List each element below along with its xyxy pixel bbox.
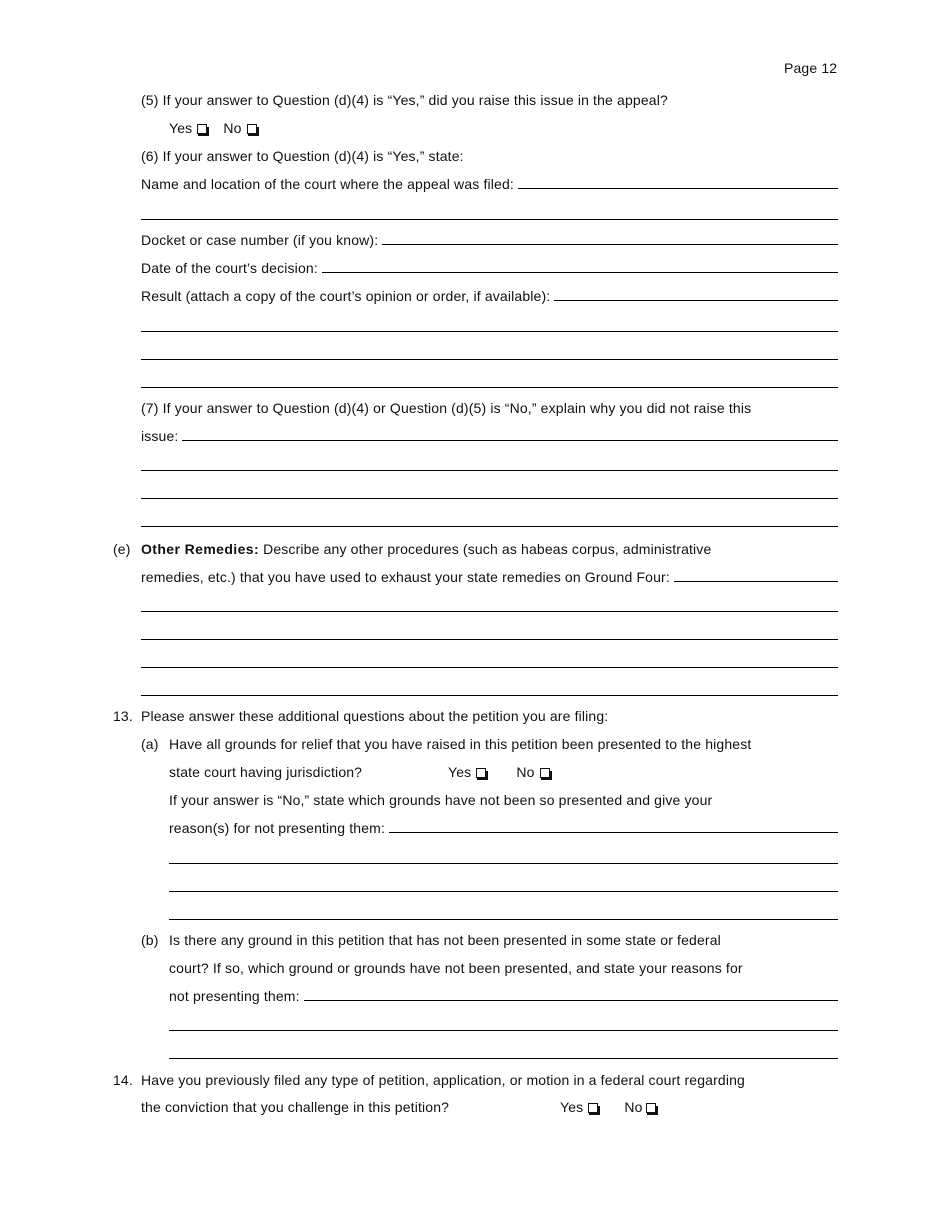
result-field[interactable] bbox=[554, 300, 838, 301]
section-e-line-1 bbox=[141, 540, 711, 558]
question-13b-marker: (b) bbox=[141, 932, 159, 948]
decision-date-row bbox=[141, 259, 838, 277]
question-14-line-1: Have you previously filed any type of petition, application, or motion in a federal court regarding bbox=[141, 1072, 745, 1088]
question-13a-reasons-label: reason(s) for not presenting them: bbox=[169, 820, 385, 836]
question-5-options bbox=[169, 119, 257, 137]
result-label: Result (attach a copy of the court’s opinion or order, if available): bbox=[141, 288, 551, 304]
question-13-text: Please answer these additional questions about the petition you are filing: bbox=[141, 708, 609, 724]
result-row bbox=[141, 287, 838, 305]
other-remedies-row bbox=[141, 568, 838, 586]
court-name-field[interactable] bbox=[518, 188, 838, 189]
court-name-row bbox=[141, 175, 838, 193]
question-13a-line-7[interactable] bbox=[169, 919, 838, 920]
court-name-line-2[interactable] bbox=[141, 219, 838, 220]
page-number: Page 12 bbox=[784, 60, 838, 76]
yes-checkbox[interactable] bbox=[588, 1103, 598, 1113]
question-13a-reasons-row bbox=[169, 819, 838, 837]
decision-date-field[interactable] bbox=[322, 272, 838, 273]
question-13a-options bbox=[448, 763, 550, 781]
docket-row bbox=[141, 231, 838, 249]
question-5-text: (5) If your answer to Question (d)(4) is “Yes,” did you raise this issue in the appeal? bbox=[141, 92, 668, 108]
question-13a-marker: (a) bbox=[141, 736, 159, 752]
question-14-line-2: the conviction that you challenge in this petition? bbox=[141, 1099, 450, 1115]
question-13-number: 13. bbox=[113, 708, 133, 724]
other-remedies-field[interactable] bbox=[674, 581, 838, 582]
question-7-issue-label: issue: bbox=[141, 428, 179, 444]
question-13b-field[interactable] bbox=[304, 1000, 838, 1001]
question-7-row bbox=[141, 427, 838, 445]
question-13a-line-6[interactable] bbox=[169, 891, 838, 892]
court-name-label: Name and location of the court where the appeal was filed: bbox=[141, 176, 514, 192]
other-remedies-text-2: remedies, etc.) that you have used to exhaust your state remedies on Ground Four: bbox=[141, 569, 670, 585]
question-7-line-4[interactable] bbox=[141, 526, 838, 527]
result-line-2[interactable] bbox=[141, 331, 838, 332]
no-checkbox[interactable] bbox=[646, 1103, 656, 1113]
question-13b-line-3-rule[interactable] bbox=[169, 1058, 838, 1059]
question-14-number: 14. bbox=[113, 1072, 133, 1088]
question-7-line-2[interactable] bbox=[141, 470, 838, 471]
question-13b-line-2-rule[interactable] bbox=[169, 1030, 838, 1031]
yes-checkbox[interactable] bbox=[197, 124, 207, 134]
docket-field[interactable] bbox=[382, 244, 838, 245]
no-label: No bbox=[223, 120, 242, 136]
other-remedies-line-2[interactable] bbox=[141, 611, 838, 612]
question-13b-line-2: court? If so, which ground or grounds have not been presented, and state your reasons for bbox=[169, 960, 743, 976]
other-remedies-line-4[interactable] bbox=[141, 667, 838, 668]
question-13a-line-3: If your answer is “No,” state which grounds have not been so presented and give your bbox=[169, 792, 713, 808]
result-line-3[interactable] bbox=[141, 359, 838, 360]
section-e-marker: (e) bbox=[113, 541, 131, 557]
no-label: No bbox=[516, 764, 535, 780]
yes-label: Yes bbox=[448, 764, 472, 780]
question-14-options bbox=[560, 1098, 656, 1116]
question-13a-line-5[interactable] bbox=[169, 863, 838, 864]
docket-label: Docket or case number (if you know): bbox=[141, 232, 379, 248]
other-remedies-text: Describe any other procedures (such as habeas corpus, administrative bbox=[259, 541, 712, 557]
result-line-4[interactable] bbox=[141, 387, 838, 388]
other-remedies-title: Other Remedies: bbox=[141, 541, 260, 557]
yes-label: Yes bbox=[169, 120, 193, 136]
no-checkbox[interactable] bbox=[540, 768, 550, 778]
yes-checkbox[interactable] bbox=[476, 768, 486, 778]
question-13b-line-1: Is there any ground in this petition that has not been presented in some state or federal bbox=[169, 932, 721, 948]
no-label: No bbox=[624, 1099, 643, 1115]
yes-label: Yes bbox=[560, 1099, 584, 1115]
question-7-text: (7) If your answer to Question (d)(4) or Question (d)(5) is “No,” explain why you did not raise this bbox=[141, 400, 752, 416]
question-13a-line-1: Have all grounds for relief that you have raised in this petition been presented to the highest bbox=[169, 736, 752, 752]
question-13a-line-2: state court having jurisdiction? bbox=[169, 764, 363, 780]
other-remedies-line-3[interactable] bbox=[141, 639, 838, 640]
question-13b-row bbox=[169, 987, 838, 1005]
question-13b-label: not presenting them: bbox=[169, 988, 300, 1004]
question-7-line-3[interactable] bbox=[141, 498, 838, 499]
question-6-text: (6) If your answer to Question (d)(4) is “Yes,” state: bbox=[141, 148, 464, 164]
no-checkbox[interactable] bbox=[247, 124, 257, 134]
other-remedies-line-5[interactable] bbox=[141, 695, 838, 696]
question-13a-reasons-field[interactable] bbox=[389, 832, 838, 833]
decision-date-label: Date of the court’s decision: bbox=[141, 260, 318, 276]
question-7-field[interactable] bbox=[182, 440, 838, 441]
